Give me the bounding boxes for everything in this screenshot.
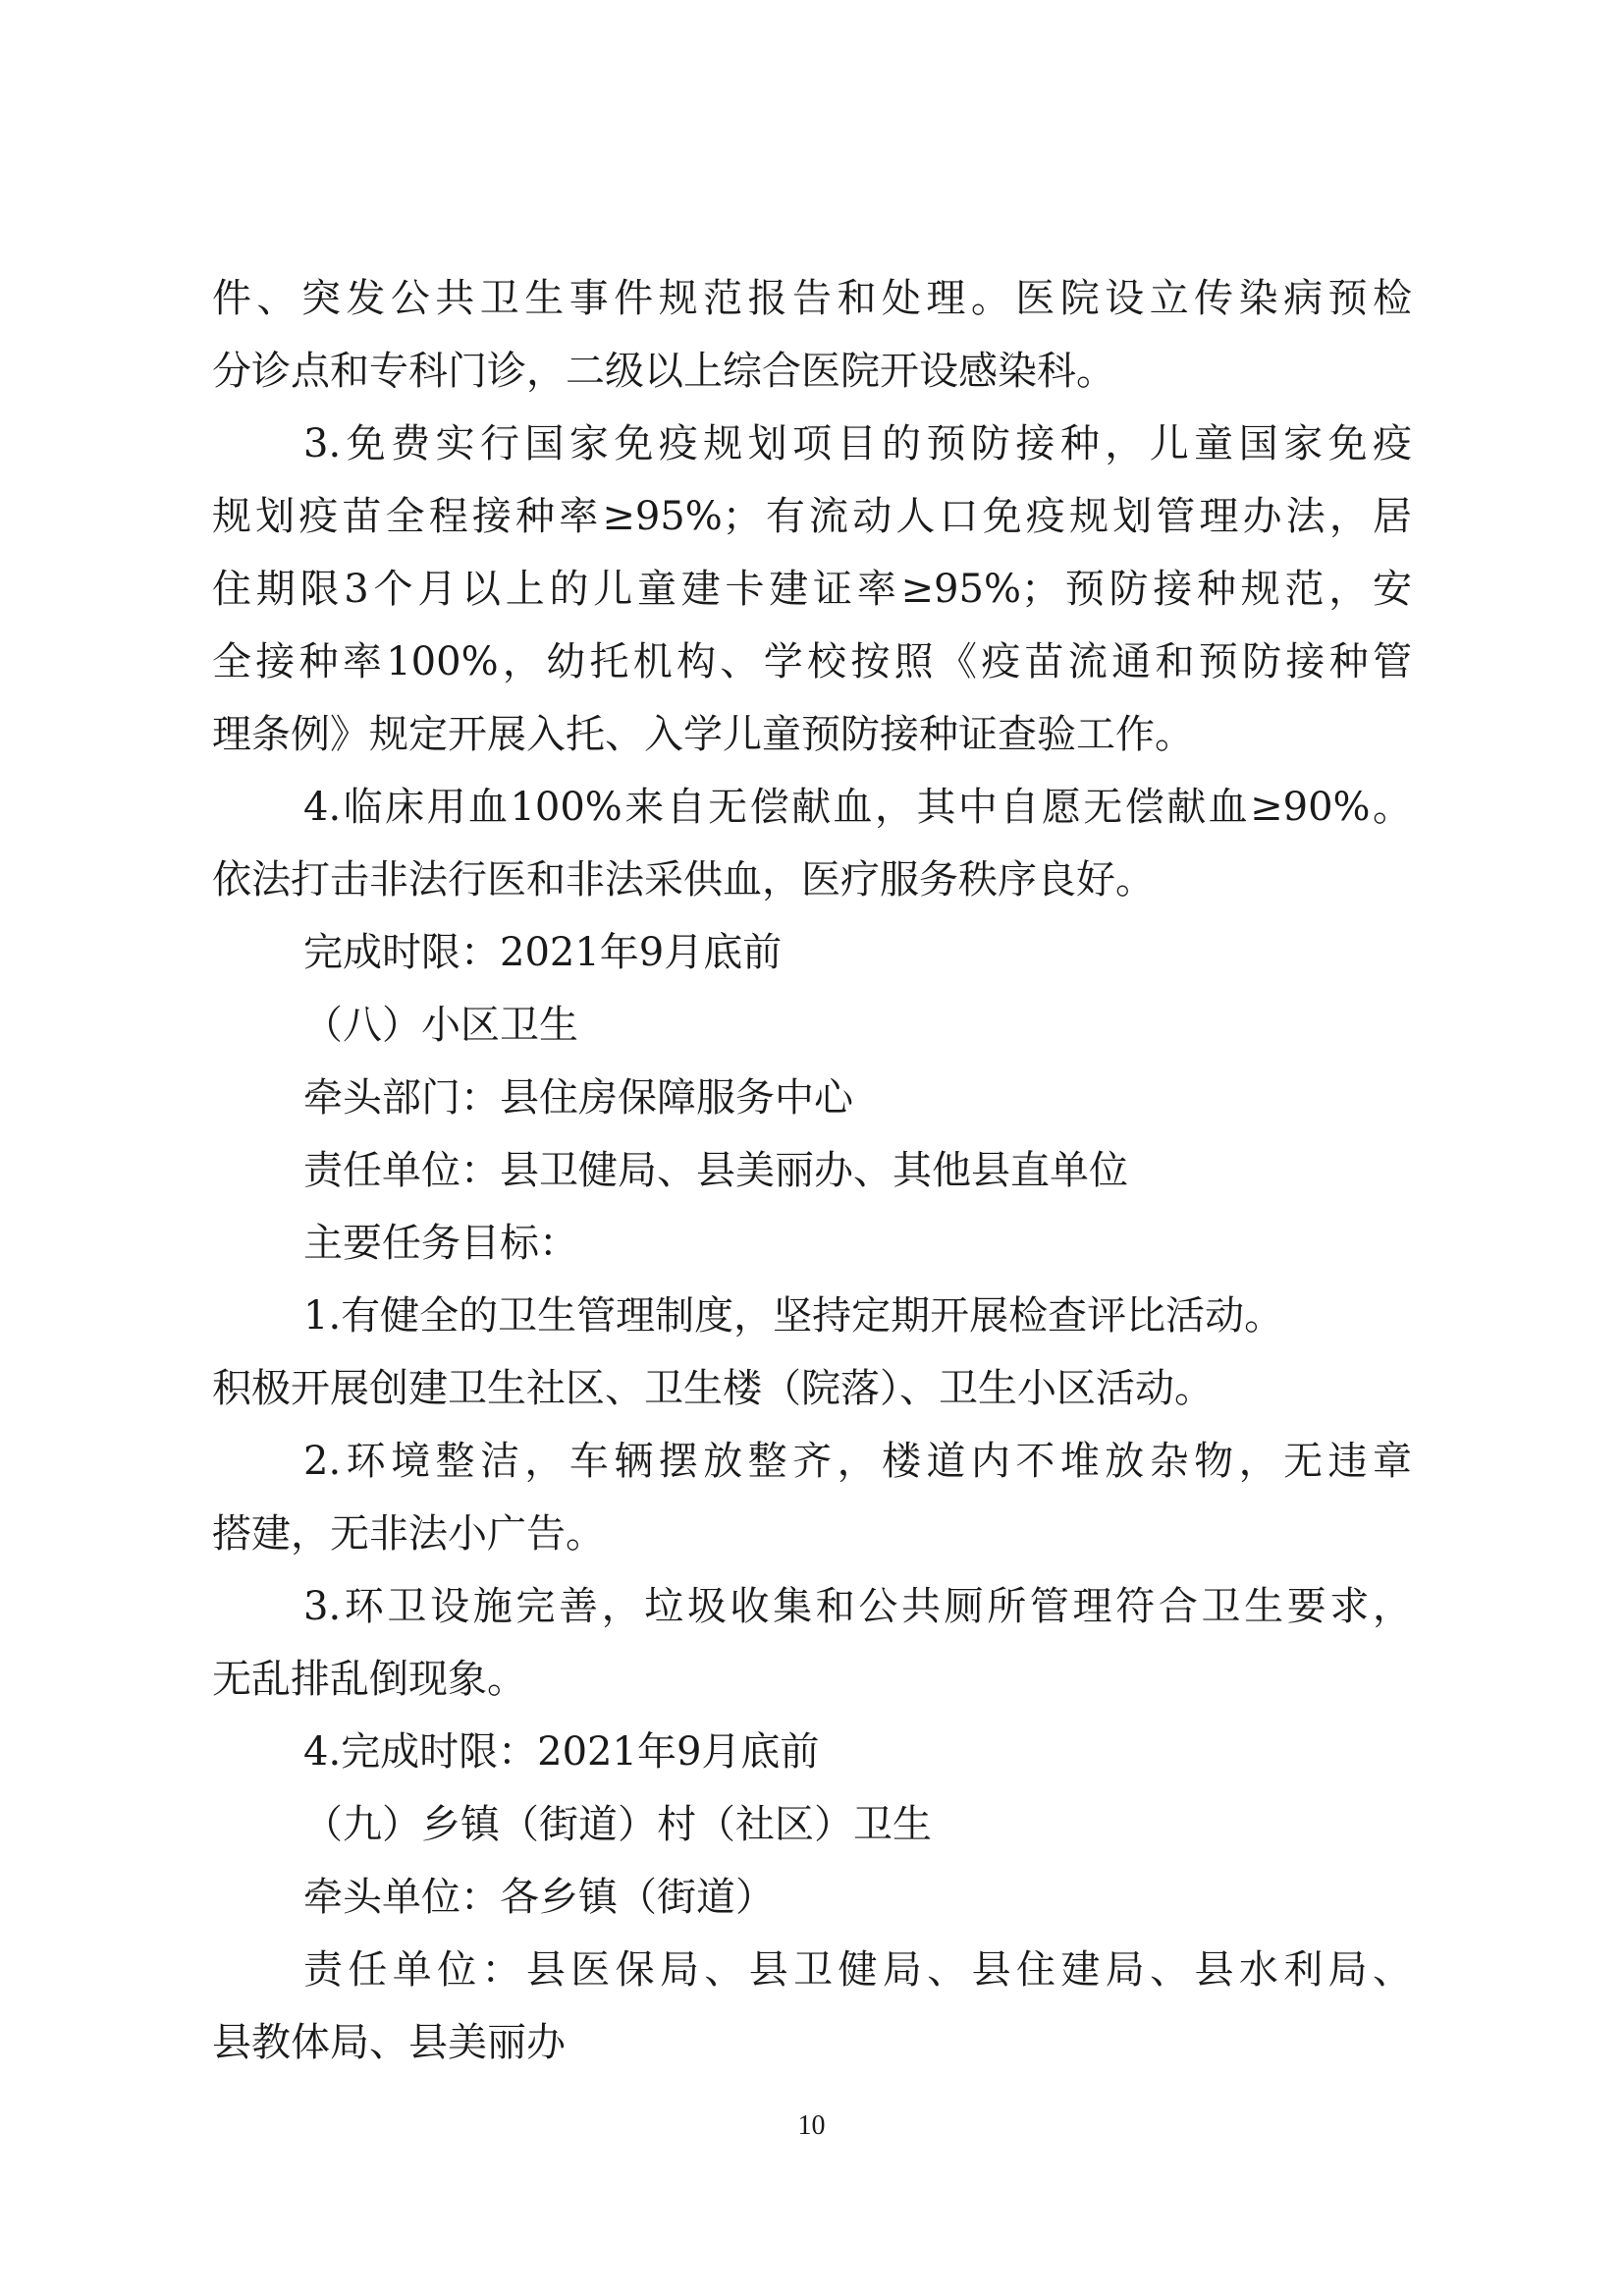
text-line: 分诊点和专科门诊，二级以上综合医院开设感染科。	[212, 349, 1115, 394]
text-line: 1.有健全的卫生管理制度，坚持定期开展检查评比活动。	[303, 1293, 1284, 1339]
text-line: 依法打击非法行医和非法采供血，医疗服务秩序良好。	[212, 857, 1155, 902]
text-line: 3.免费实行国家免疫规划项目的预防接种，儿童国家免疫	[303, 421, 1412, 466]
text-line: 件、突发公共卫生事件规范报告和处理。医院设立传染病预检	[212, 276, 1412, 321]
lead-unit: 牵头单位：各乡镇（街道）	[303, 1875, 775, 1920]
text-line: 2.环境整洁，车辆摆放整齐，楼道内不堆放杂物，无违章	[303, 1439, 1412, 1484]
text-line: 理条例》规定开展入托、入学儿童预防接种证查验工作。	[212, 712, 1194, 757]
text-line: 搭建，无非法小广告。	[212, 1511, 605, 1557]
text-line: 规划疫苗全程接种率≥95%；有流动人口免疫规划管理办法，居	[212, 494, 1412, 539]
text-line: 无乱排乱倒现象。	[212, 1657, 526, 1702]
text-line: 住期限3个月以上的儿童建卡建证率≥95%；预防接种规范，安	[212, 567, 1412, 612]
section-heading: （九）乡镇（街道）村（社区）卫生	[303, 1802, 932, 1847]
completion-deadline: 完成时限：2021年9月底前	[303, 930, 783, 975]
completion-deadline: 4.完成时限：2021年9月底前	[303, 1729, 820, 1775]
text-line: 积极开展创建卫生社区、卫生楼（院落）、卫生小区活动。	[212, 1366, 1214, 1411]
text-line: 3.环卫设施完善，垃圾收集和公共厕所管理符合卫生要求，	[303, 1584, 1412, 1629]
text-line: 4.临床用血100%来自无偿献血，其中自愿无偿献血≥90%。	[303, 785, 1412, 830]
responsible-units: 责任单位：县医保局、县卫健局、县住建局、县水利局、	[303, 1947, 1412, 1993]
main-targets-label: 主要任务目标：	[303, 1221, 578, 1266]
text-line: 全接种率100%，幼托机构、学校按照《疫苗流通和预防接种管	[212, 639, 1412, 684]
text-line: 县教体局、县美丽办	[212, 2020, 566, 2065]
section-heading: （八）小区卫生	[303, 1003, 578, 1048]
page-number: 10	[797, 2110, 826, 2141]
lead-department: 牵头部门：县住房保障服务中心	[303, 1075, 853, 1121]
responsible-units: 责任单位：县卫健局、县美丽办、其他县直单位	[303, 1148, 1128, 1193]
